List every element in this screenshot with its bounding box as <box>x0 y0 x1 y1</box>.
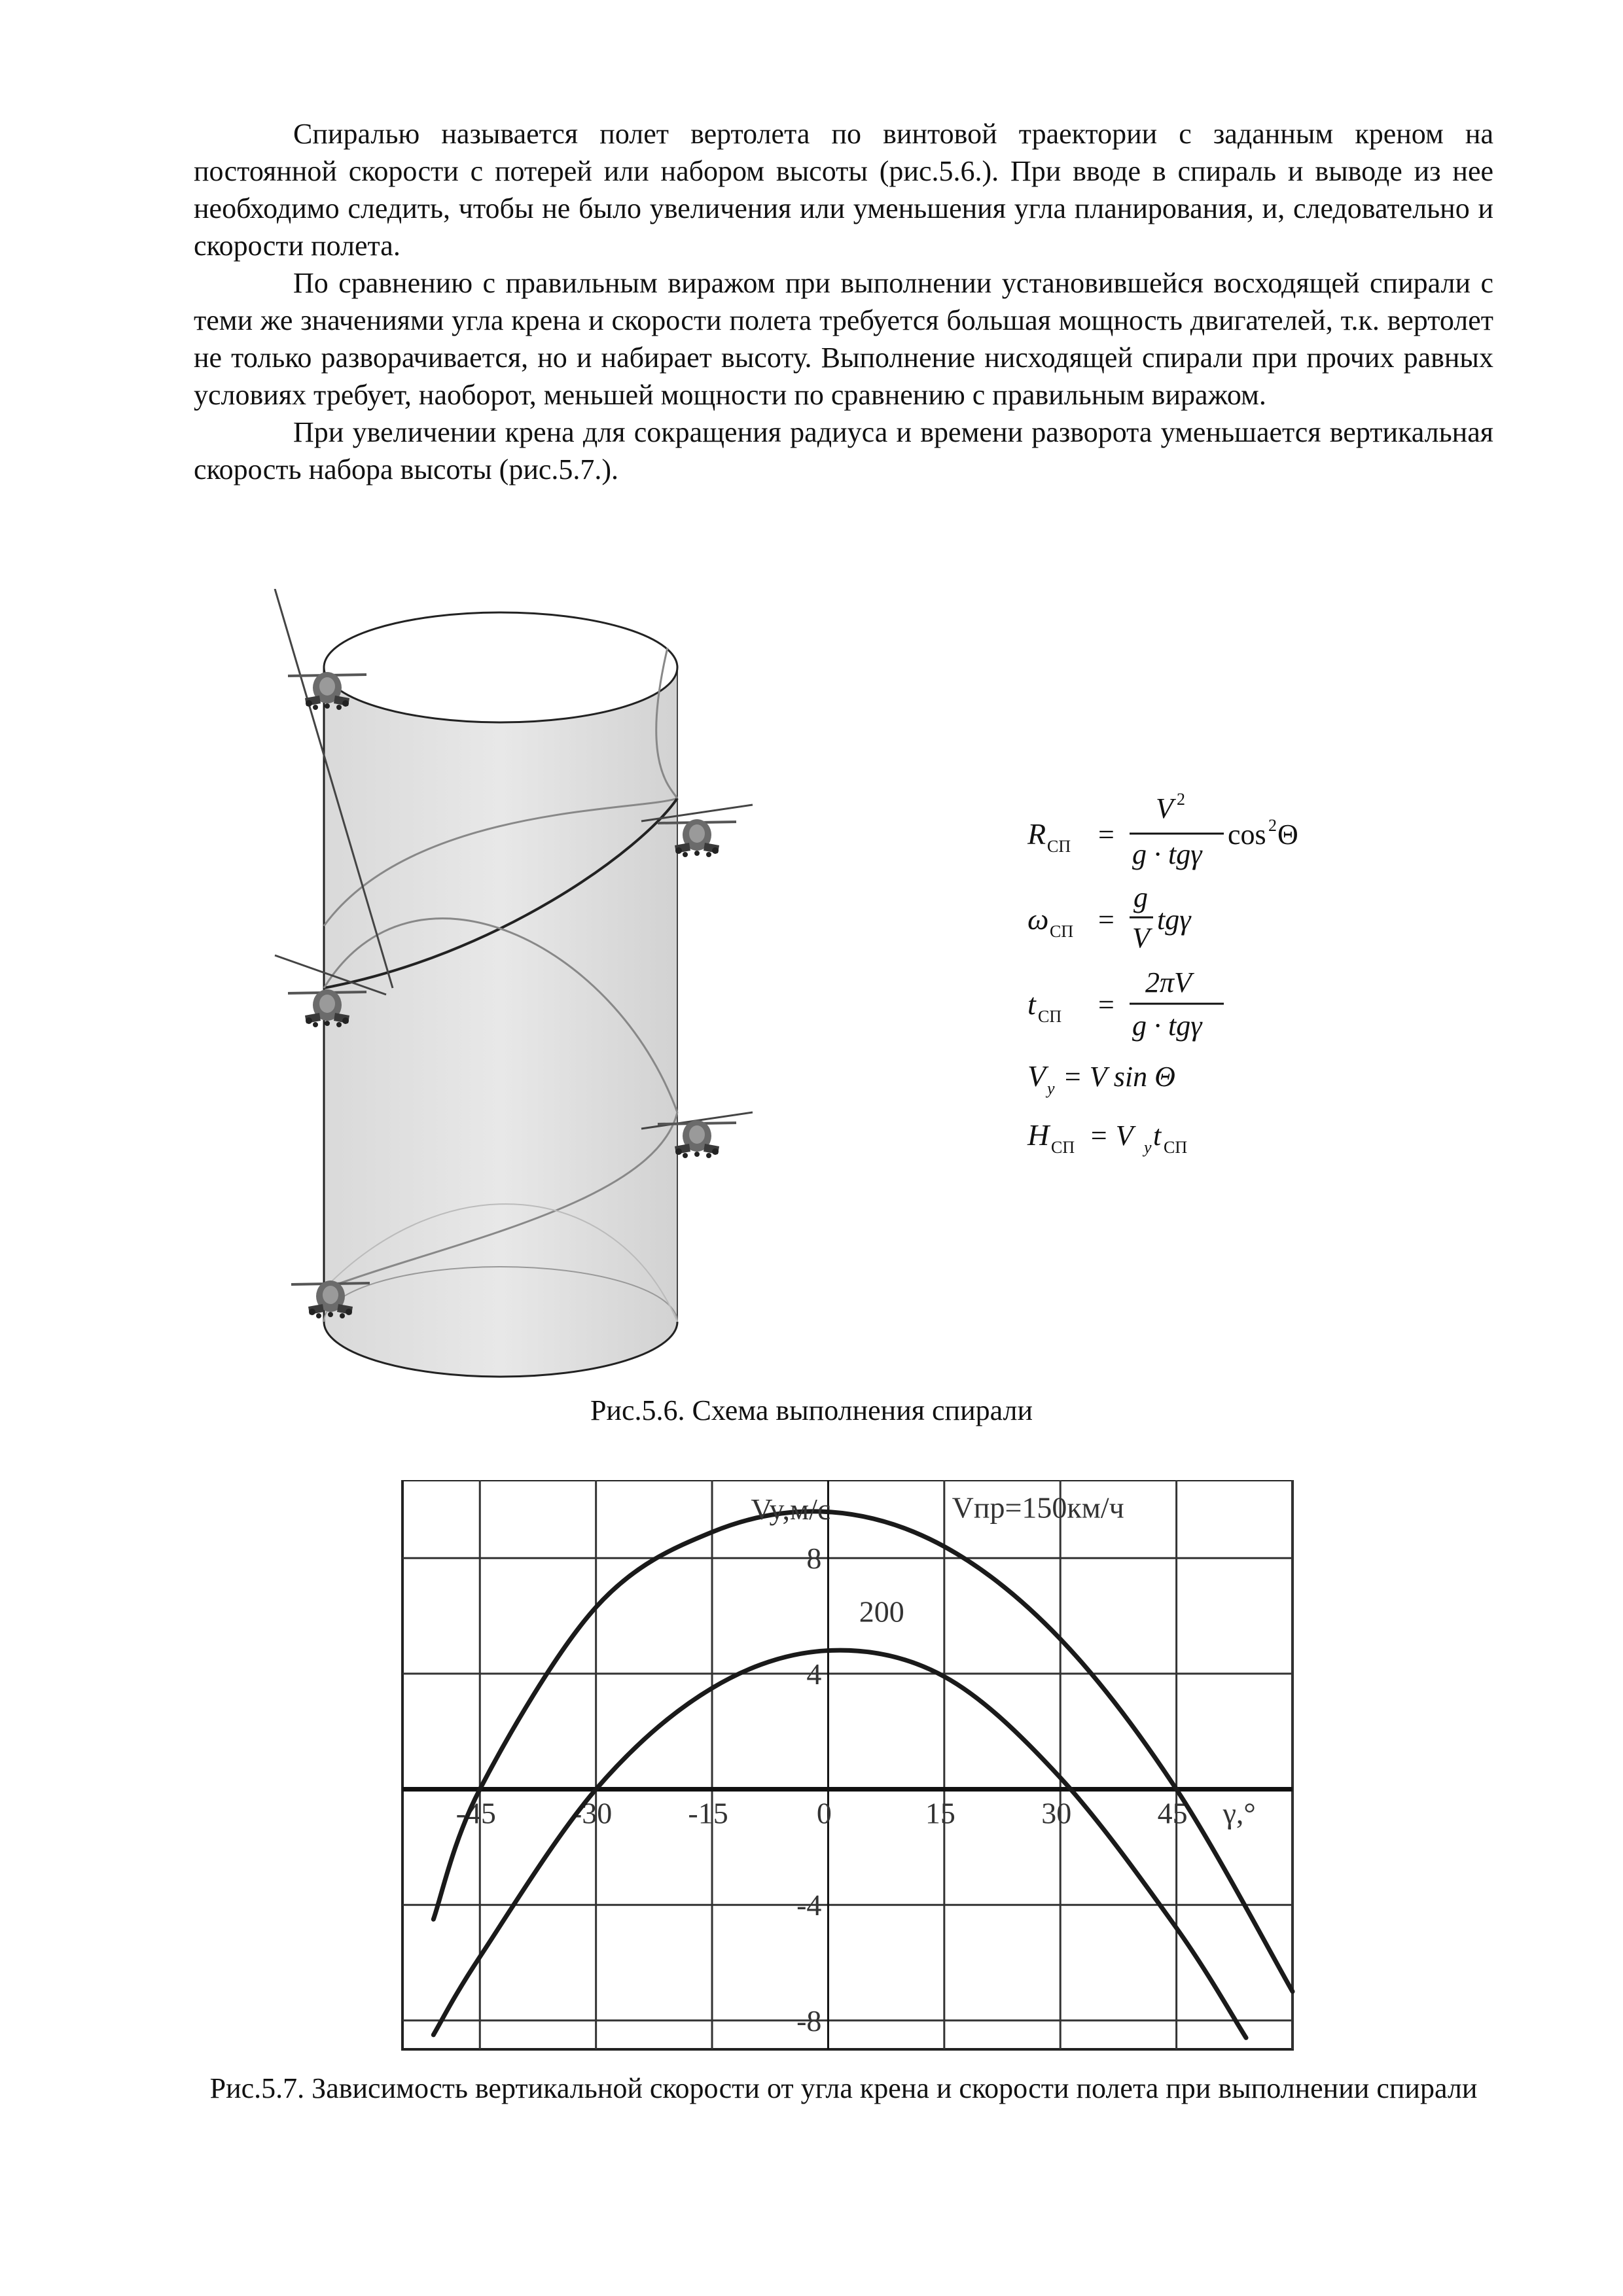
vertical-speed-chart <box>396 1480 1299 2062</box>
svg-text:= V sin Θ: = V sin Θ <box>1063 1061 1175 1093</box>
svg-text:2: 2 <box>1268 816 1277 835</box>
svg-text:СП: СП <box>1050 922 1074 941</box>
svg-text:H: H <box>1027 1118 1050 1152</box>
svg-text:g: g <box>1133 881 1148 913</box>
formula-vertical-speed <box>1027 1059 1175 1098</box>
svg-text:=: = <box>1098 819 1115 851</box>
series-label-150: Vпр=150км/ч <box>952 1491 1124 1525</box>
formula-height <box>1027 1118 1187 1157</box>
figure-5-7-caption: Рис.5.7. Зависимость вертикальной скорости от угла крена и скорости полета при выполнении спирали <box>209 2072 1478 2104</box>
svg-text:= V: = V <box>1089 1120 1133 1152</box>
y-tick-label: 8 <box>806 1542 822 1576</box>
svg-text:Θ: Θ <box>1277 819 1298 851</box>
y-tick-label: -4 <box>796 1888 822 1922</box>
svg-text:R: R <box>1027 817 1046 851</box>
chart-x-label: γ,° <box>1222 1796 1256 1830</box>
body-text <box>194 115 1493 488</box>
figure-5-6-caption: Рис.5.6. Схема выполнения спирали <box>590 1394 1033 1426</box>
series-line-0 <box>433 1511 1293 1992</box>
svg-text:СП: СП <box>1164 1138 1188 1157</box>
svg-text:y: y <box>1144 1138 1152 1157</box>
svg-text:y: y <box>1047 1079 1055 1098</box>
svg-text:=: = <box>1098 989 1115 1021</box>
x-tick-label: 0 <box>816 1796 832 1830</box>
svg-text:cos: cos <box>1228 819 1266 851</box>
svg-text:V: V <box>1156 792 1173 824</box>
chart-y-label: Vy,м/с <box>751 1492 831 1526</box>
paragraph-2: По сравнению с правильным виражом при выполнении установившейся восходящей спирали с теми же значениями угла крена и скорости полета требуется большая мощность двигателей, т.к. вертолет не только разворачивается, но и набирает высоту. Выполнение нисходящей спирали при прочих равных условиях требует, наоборот, меньшей мощности по сравнению с правильным виражом. <box>194 267 1493 411</box>
formula-radius <box>1027 790 1298 870</box>
svg-text:СП: СП <box>1047 837 1071 856</box>
svg-text:2: 2 <box>1177 790 1185 809</box>
x-tick-label: 15 <box>925 1796 955 1830</box>
svg-text:=: = <box>1098 904 1115 936</box>
svg-text:V: V <box>1132 922 1150 954</box>
svg-text:V: V <box>1027 1059 1046 1093</box>
svg-text:g · tgγ: g · tgγ <box>1132 1010 1202 1042</box>
svg-text:2πV: 2πV <box>1145 966 1192 998</box>
svg-text:tgγ: tgγ <box>1157 904 1191 936</box>
paragraph-1: Спиралью называется полет вертолета по винтовой траектории с заданным креном на постоянной скорости с потерей или набором высоты (рис.5.6.). При вводе в спираль и выводе из нее необходимо следить, чтобы не было увеличения или уменьшения угла планирования, и, следовательно и скорости полета. <box>194 118 1493 262</box>
svg-text:ω: ω <box>1027 902 1049 936</box>
series-line-1 <box>433 1650 1246 2038</box>
spiral-diagram <box>249 589 759 1400</box>
paragraph-3: При увеличении крена для сокращения радиуса и времени разворота уменьшается вертикальная скорость набора высоты (рис.5.7.). <box>194 416 1493 486</box>
svg-text:t: t <box>1027 987 1036 1021</box>
svg-text:СП: СП <box>1038 1007 1062 1026</box>
y-tick-label: -8 <box>796 2004 822 2038</box>
x-tick-label: -30 <box>571 1796 613 1830</box>
x-tick-label: -15 <box>688 1796 728 1830</box>
x-tick-label: 30 <box>1041 1796 1072 1830</box>
series-label-200: 200 <box>859 1595 904 1629</box>
svg-text:g · tgγ: g · tgγ <box>1132 838 1202 870</box>
x-tick-label: 45 <box>1157 1796 1188 1830</box>
svg-text:СП: СП <box>1051 1138 1075 1157</box>
formula-time <box>1027 966 1224 1042</box>
x-tick-label: -45 <box>455 1796 496 1830</box>
y-tick-label: 4 <box>806 1657 822 1691</box>
formula-block <box>1021 779 1361 1184</box>
svg-text:t: t <box>1153 1120 1162 1152</box>
formula-angular-rate <box>1027 881 1192 954</box>
